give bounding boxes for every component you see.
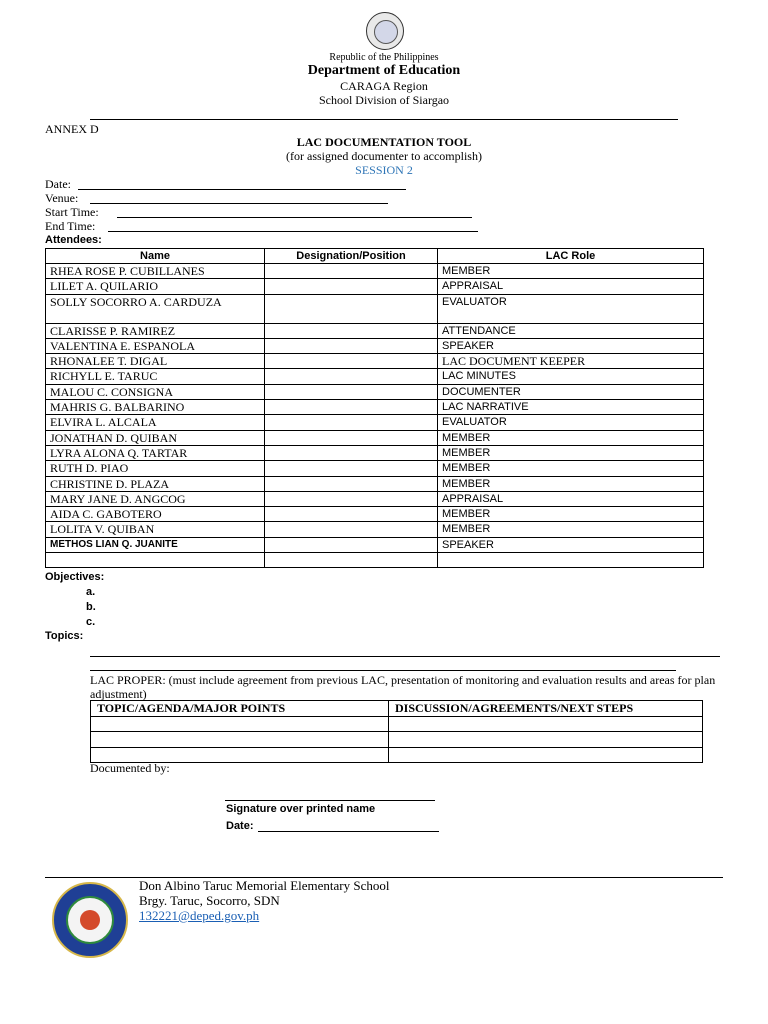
attendee-role: LAC MINUTES: [438, 369, 704, 384]
attendee-role: EVALUATOR: [438, 294, 704, 323]
table-row: [46, 476, 704, 491]
footer-email-link[interactable]: 132221@deped.gov.ph: [139, 908, 260, 923]
table-row: [91, 716, 703, 732]
attendee-name: ELVIRA L. ALCALA: [46, 415, 265, 430]
attendee-role: ATTENDANCE: [438, 323, 704, 338]
attendee-designation[interactable]: [265, 537, 438, 552]
signature-field[interactable]: [225, 800, 435, 801]
attendee-name: MARY JANE D. ANGCOG: [46, 491, 265, 506]
start-time-field[interactable]: [117, 217, 472, 218]
header-republic: Republic of the Philippines: [329, 52, 439, 63]
topics-label: Topics:: [45, 630, 84, 642]
venue-field[interactable]: [90, 203, 388, 204]
objective-item-a[interactable]: a.: [86, 586, 96, 598]
col-header-discussion: DISCUSSION/AGREEMENTS/NEXT STEPS: [389, 701, 703, 717]
table-row: [46, 294, 704, 323]
table-row: [46, 461, 704, 476]
col-header-lac-role: LAC Role: [438, 249, 704, 264]
venue-label: Venue:: [45, 191, 79, 205]
attendee-role: SPEAKER: [438, 338, 704, 353]
header-divider: [90, 119, 678, 120]
header-department: Department of Education: [307, 63, 461, 78]
attendee-name: RHEA ROSE P. CUBILLANES: [46, 264, 265, 279]
signature-label: Signature over printed name: [226, 803, 376, 815]
doc-title: LAC DOCUMENTATION TOOL: [296, 135, 472, 149]
attendee-name: CHRISTINE D. PLAZA: [46, 476, 265, 491]
school-logo-icon: [52, 882, 128, 958]
attendee-role: LAC DOCUMENT KEEPER: [438, 354, 704, 369]
attendee-name: VALENTINA E. ESPANOLA: [46, 338, 265, 353]
attendee-role: APPRAISAL: [438, 491, 704, 506]
attendee-role: MEMBER: [438, 476, 704, 491]
topic-cell[interactable]: [91, 732, 389, 748]
attendee-name: RHONALEE T. DIGAL: [46, 354, 265, 369]
attendee-name: SOLLY SOCORRO A. CARDUZA: [46, 294, 265, 323]
start-time-label: Start Time:: [45, 205, 99, 219]
attendee-role: DOCUMENTER: [438, 384, 704, 399]
header-region: CARAGA Region: [340, 79, 428, 93]
attendee-name: CLARISSE P. RAMIREZ: [46, 323, 265, 338]
signature-date-field[interactable]: [258, 831, 439, 832]
attendees-label: Attendees:: [45, 234, 102, 246]
topics-line-2[interactable]: [90, 670, 676, 671]
end-time-label: End Time:: [45, 219, 96, 233]
table-row: [46, 430, 704, 445]
attendee-role: MEMBER: [438, 445, 704, 460]
attendee-name: AIDA C. GABOTERO: [46, 507, 265, 522]
signature-date-label: Date:: [226, 820, 254, 832]
table-row: [46, 507, 704, 522]
attendee-designation[interactable]: [265, 400, 438, 415]
attendee-designation[interactable]: [265, 369, 438, 384]
attendee-role: MEMBER: [438, 461, 704, 476]
table-row: [91, 732, 703, 748]
table-row: [46, 537, 704, 552]
attendee-role: MEMBER: [438, 430, 704, 445]
date-label: Date:: [45, 177, 71, 191]
attendee-designation[interactable]: [265, 354, 438, 369]
discussion-cell[interactable]: [389, 716, 703, 732]
topics-line-1[interactable]: [90, 656, 720, 657]
table-row: [46, 400, 704, 415]
table-row: [46, 445, 704, 460]
attendee-role: MEMBER: [438, 507, 704, 522]
table-row: [46, 553, 704, 568]
session-label: SESSION 2: [355, 163, 413, 177]
attendee-role: SPEAKER: [438, 537, 704, 552]
attendee-role: EVALUATOR: [438, 415, 704, 430]
attendee-designation[interactable]: [265, 553, 438, 568]
end-time-field[interactable]: [108, 231, 478, 232]
attendee-designation[interactable]: [265, 430, 438, 445]
table-row: [46, 323, 704, 338]
attendee-designation[interactable]: [265, 415, 438, 430]
attendee-designation[interactable]: [265, 279, 438, 294]
attendee-name: LOLITA V. QUIBAN: [46, 522, 265, 537]
objective-item-c[interactable]: c.: [86, 616, 96, 628]
attendee-name: MALOU C. CONSIGNA: [46, 384, 265, 399]
header-division: School Division of Siargao: [318, 93, 450, 107]
attendee-name: METHOS LIAN Q. JUANITE: [46, 537, 265, 552]
discussion-cell[interactable]: [389, 747, 703, 763]
attendee-name: JONATHAN D. QUIBAN: [46, 430, 265, 445]
attendee-role: LAC NARRATIVE: [438, 400, 704, 415]
attendee-name[interactable]: [46, 553, 265, 568]
attendees-table: [45, 248, 704, 568]
attendee-role: APPRAISAL: [438, 279, 704, 294]
attendee-role: MEMBER: [438, 264, 704, 279]
attendee-designation[interactable]: [265, 445, 438, 460]
attendee-name: LYRA ALONA Q. TARTAR: [46, 445, 265, 460]
topic-cell[interactable]: [91, 716, 389, 732]
attendees-header-row: [46, 249, 704, 264]
discussion-cell[interactable]: [389, 732, 703, 748]
table-row: [46, 264, 704, 279]
objective-item-b[interactable]: b.: [86, 601, 96, 613]
col-header-name: Name: [46, 249, 265, 264]
attendee-name: MAHRIS G. BALBARINO: [46, 400, 265, 415]
attendee-role: MEMBER: [438, 522, 704, 537]
attendee-designation[interactable]: [265, 264, 438, 279]
objectives-label: Objectives:: [45, 571, 105, 583]
attendee-designation[interactable]: [265, 338, 438, 353]
attendee-designation[interactable]: [265, 491, 438, 506]
attendee-designation[interactable]: [265, 323, 438, 338]
attendee-designation[interactable]: [265, 384, 438, 399]
col-header-designation: Designation/Position: [265, 249, 438, 264]
table-row: [46, 369, 704, 384]
table-row: [46, 338, 704, 353]
table-row: [46, 415, 704, 430]
attendee-designation[interactable]: [265, 507, 438, 522]
col-header-topic: TOPIC/AGENDA/MAJOR POINTS: [91, 701, 389, 717]
attendee-name: LILET A. QUILARIO: [46, 279, 265, 294]
footer-address: Brgy. Taruc, Socorro, SDN: [139, 893, 280, 908]
attendee-designation[interactable]: [265, 294, 438, 323]
table-row: [91, 747, 703, 763]
attendee-name: RUTH D. PIAO: [46, 461, 265, 476]
deped-seal-icon: [366, 12, 404, 50]
attendee-designation[interactable]: [265, 522, 438, 537]
table-row: [46, 354, 704, 369]
table-row: [46, 384, 704, 399]
date-field[interactable]: [78, 189, 406, 190]
attendee-designation[interactable]: [265, 461, 438, 476]
lac-proper-table: [90, 700, 703, 763]
table-row: [46, 522, 704, 537]
footer-school-name: Don Albino Taruc Memorial Elementary School: [139, 878, 390, 893]
annex-label: ANNEX D: [45, 122, 99, 136]
table-row: [46, 491, 704, 506]
attendee-role[interactable]: [438, 553, 704, 568]
documented-by-label: Documented by:: [90, 761, 170, 775]
table-row: [46, 279, 704, 294]
lac-proper-text: LAC PROPER: (must include agreement from previous LAC, presentation of monitoring and evaluation results and areas for plan adjustment): [90, 673, 716, 701]
attendee-designation[interactable]: [265, 476, 438, 491]
doc-subtitle: (for assigned documenter to accomplish): [286, 149, 482, 163]
lac-header-row: [91, 701, 703, 717]
attendee-name: RICHYLL E. TARUC: [46, 369, 265, 384]
